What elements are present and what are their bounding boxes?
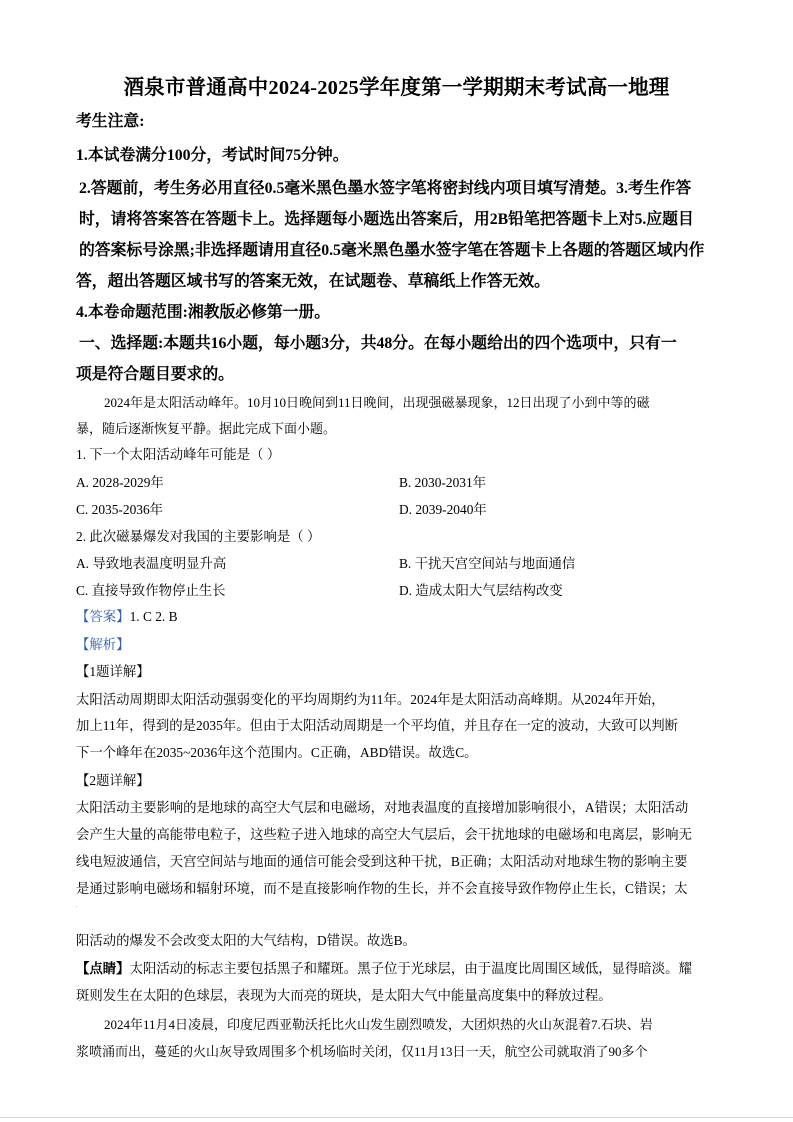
analysis-label: 【解析】 (76, 637, 130, 652)
answer-text: 1. C 2. B (129, 609, 178, 624)
notice-2-line-3: 的答案标号涂黑;非选择题请用直径0.5毫米黑色墨水签字笔在答题卡上各题的答题区域内作 (79, 242, 705, 259)
detail-2-line-3: 线电短波通信，天宫空间站与地面的通信可能会受到这种干扰，B正确；太阳活动对地球生物的影响主要 (76, 854, 688, 869)
notice-2-line-1: 2.答题前，考生务必用直径0.5毫米黑色墨水签字笔将密封线内项目填写清楚。3.考生作答 (79, 180, 692, 197)
detail-2-line-4: 是通过影响电磁场和辐射环境，而不是直接影响作物的生长，并不会直接导致作物停止生长，C错误；太 (76, 881, 688, 896)
page-bottom-divider (0, 1117, 793, 1118)
notice-2-line-2: 时，请将答案答在答题卡上。选择题每小题选出答案后，用2B铅笔把答题卡上对5.应题目 (79, 211, 694, 228)
passage-2-line-2: 浆喷涌而出，蔓延的火山灰导致周围多个机场临时关闭，仅11月13日一天，航空公司就取消了90多个 (76, 1044, 648, 1059)
tip-line-2: 斑则发生在太阳的色球层，表现为大而亮的斑块，是太阳大气中能量高度集中的释放过程。 (76, 988, 612, 1003)
tip-line-1 (76, 958, 692, 977)
page-title: 酒泉市普通高中2024-2025学年度第一学期期末考试高一地理 (123, 77, 670, 99)
detail-1-heading: 【1题详解】 (76, 664, 150, 679)
q2-stem: 2. 此次磁暴爆发对我国的主要影响是（ ） (76, 529, 321, 544)
detail-2-line-5: 阳活动的爆发不会改变太阳的大气结构，D错误。故选B。 (76, 933, 416, 948)
page-break-mark (76, 906, 77, 907)
passage-2-line-1: 2024年11月4日凌晨，印度尼西亚勒沃托比火山发生剧烈喷发，大团炽热的火山灰混着7.石块、岩 (104, 1017, 653, 1032)
q1-option-b: B. 2030-2031年 (399, 475, 487, 490)
passage-1-line-2: 暴，随后逐渐恢复平静。据此完成下面小题。 (76, 421, 337, 436)
detail-2-line-2: 会产生大量的高能带电粒子，这些粒子进入地球的高空大气层后，会干扰地球的电磁场和电离层，影响无 (76, 827, 692, 842)
detail-2-heading: 【2题详解】 (76, 773, 150, 788)
q2-option-a: A. 导致地表温度明显升高 (76, 556, 227, 571)
section-1-line-1: 一、选择题:本题共16小题，每小题3分，共48分。在每小题给出的四个选项中，只有一 (79, 335, 677, 352)
tip-label: 【点睛】 (76, 961, 130, 976)
notice-2-line-4: 答，超出答题区域书写的答案无效，在试题卷、草稿纸上作答无效。 (76, 273, 550, 290)
q2-option-b: B. 干扰天宫空间站与地面通信 (399, 556, 576, 571)
notice-4: 4.本卷命题范围:湘教版必修第一册。 (76, 304, 331, 321)
q1-option-a: A. 2028-2029年 (76, 475, 164, 490)
q2-option-c: C. 直接导致作物停止生长 (76, 583, 226, 598)
q1-option-d: D. 2039-2040年 (399, 502, 487, 517)
detail-1-line-3: 下一个峰年在2035~2036年这个范围内。C正确，ABD错误。故选C。 (76, 745, 478, 760)
passage-1-line-1: 2024年是太阳活动峰年。10月10日晚间到11日晚间，出现强磁暴现象，12日出现了小到中等的磁 (104, 395, 650, 410)
notice-1: 1.本试卷满分100分，考试时间75分钟。 (76, 147, 349, 164)
detail-2-line-1: 太阳活动主要影响的是地球的高空大气层和电磁场，对地表温度的直接增加影响很小，A错误；太阳活动 (76, 800, 689, 815)
notice-heading: 考生注意: (76, 113, 145, 130)
answer-line (76, 606, 178, 625)
answer-label: 【答案】 (76, 609, 130, 624)
q1-stem: 1. 下一个太阳活动峰年可能是（ ） (76, 447, 281, 462)
q2-option-d: D. 造成太阳大气层结构改变 (399, 583, 563, 598)
section-1-line-2: 项是符合题目要求的。 (76, 366, 234, 383)
q1-option-c: C. 2035-2036年 (76, 502, 164, 517)
detail-1-line-2: 加上11年，得到的是2035年。但由于太阳活动周期是一个平均值，并且存在一定的波动，大致可以判断 (76, 718, 679, 733)
detail-1-line-1: 太阳活动周期即太阳活动强弱变化的平均周期约为11年。2024年是太阳活动高峰期。从2024年开始， (76, 692, 665, 707)
tip-text-1: 太阳活动的标志主要包括黑子和耀斑。黑子位于光球层，由于温度比周围区域低，显得暗淡。耀 (129, 961, 692, 976)
